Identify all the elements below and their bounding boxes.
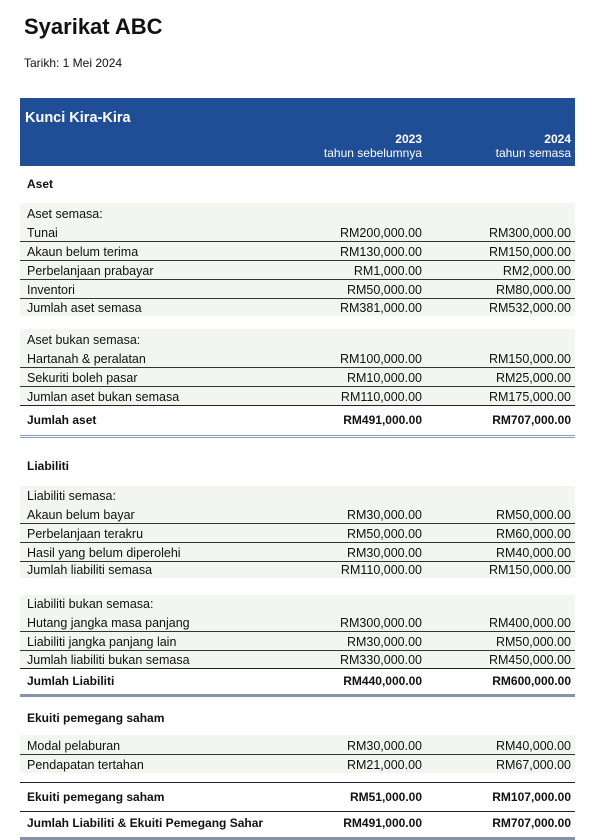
value-2024: RM150,000.00: [488, 563, 571, 577]
row-label: Perbelanjaan prabayar: [27, 264, 154, 278]
row-label: Inventori: [27, 283, 75, 297]
value-2023: RM491,000.00: [343, 413, 422, 427]
equity-row: [20, 754, 575, 773]
subtotal-row: [20, 561, 575, 578]
value-2024: RM450,000.00: [488, 653, 571, 667]
column-header-2024: [496, 132, 571, 160]
year-label: 2023: [395, 132, 422, 146]
value-2024: RM50,000.00: [495, 635, 571, 649]
row-label: Pendapatan tertahan: [27, 758, 144, 772]
liability-row: [20, 612, 575, 631]
value-2024: RM400,000.00: [488, 616, 571, 630]
row-label: Jumlah Liabiliti: [27, 674, 115, 688]
row-label: Liabiliti jangka panjang lain: [27, 635, 177, 649]
value-2023: RM51,000.00: [349, 790, 422, 804]
row-label: Akaun belum bayar: [27, 508, 135, 522]
value-2024: RM2,000.00: [502, 264, 571, 278]
row-label: Jumlah aset: [27, 413, 97, 427]
asset-row: [20, 367, 575, 386]
value-2024: RM67,000.00: [495, 758, 571, 772]
row-label: Sekuriti boleh pasar: [27, 371, 138, 385]
value-2024: RM80,000.00: [495, 283, 571, 297]
balance-sheet-header: [20, 98, 575, 166]
asset-row: [20, 241, 575, 260]
value-2023: RM491,000.00: [343, 816, 422, 830]
value-2024: RM40,000.00: [495, 739, 571, 753]
value-2023: RM130,000.00: [339, 245, 422, 259]
value-2023: RM330,000.00: [339, 653, 422, 667]
liability-row: [20, 504, 575, 523]
column-header-2023: [324, 132, 422, 160]
row-label: Akaun belum terima: [27, 245, 139, 259]
subsection-label: Aset bukan semasa:: [27, 333, 141, 347]
value-2024: RM150,000.00: [488, 245, 571, 259]
value-2023: RM110,000.00: [340, 390, 422, 404]
row-label: Jumlah liabiliti bukan semasa: [27, 653, 190, 667]
subsection-heading: [20, 486, 575, 504]
row-label: Hartanah & peralatan: [27, 352, 146, 366]
value-2023: RM200,000.00: [339, 226, 422, 240]
section-heading-aset: [20, 166, 575, 196]
value-2024: RM40,000.00: [495, 546, 571, 560]
value-2023: RM30,000.00: [346, 739, 422, 753]
value-2024: RM50,000.00: [495, 508, 571, 522]
row-label: Jumlah aset semasa: [27, 301, 142, 315]
liability-row: [20, 542, 575, 561]
value-2024: RM150,000.00: [488, 352, 571, 366]
value-2023: RM30,000.00: [346, 635, 422, 649]
row-label: Modal pelaburan: [27, 739, 121, 753]
total-row-aset: [20, 405, 575, 438]
value-2024: RM707,000.00: [492, 413, 571, 427]
value-2024: RM25,000.00: [495, 371, 571, 385]
row-label: Jumlah liabiliti semasa: [27, 563, 153, 577]
row-label: Jumlah Liabiliti & Ekuiti Pemegang Sahar: [27, 816, 264, 830]
asset-row: [20, 222, 575, 241]
value-2023: RM110,000.00: [340, 563, 422, 577]
value-2023: RM440,000.00: [343, 674, 422, 688]
liability-row: [20, 523, 575, 542]
year-label: 2024: [544, 132, 571, 146]
value-2024: RM300,000.00: [488, 226, 571, 240]
company-name: Syarikat ABC: [24, 14, 163, 39]
section-heading-liabiliti: [20, 438, 575, 478]
subsection-label: Liabiliti bukan semasa:: [27, 597, 154, 611]
section-heading-label: Aset: [27, 177, 54, 191]
value-2023: RM1,000.00: [353, 264, 422, 278]
subsection-heading: [20, 203, 575, 222]
section-heading-ekuiti: [20, 697, 575, 732]
row-label: Hasil yang belum diperolehi: [27, 546, 181, 560]
grand-total-row: [20, 811, 575, 840]
value-2023: RM30,000.00: [346, 546, 422, 560]
value-2024: RM600,000.00: [492, 674, 571, 688]
value-2024: RM532,000.00: [488, 301, 571, 315]
value-2023: RM50,000.00: [346, 283, 422, 297]
asset-row: [20, 279, 575, 298]
value-2023: RM10,000.00: [346, 371, 422, 385]
subtotal-row: [20, 298, 575, 316]
row-label: Jumlan aset bukan semasa: [27, 390, 180, 404]
equity-row: [20, 735, 575, 754]
year-subtitle: tahun sebelumnya: [323, 146, 422, 160]
value-2023: RM30,000.00: [346, 508, 422, 522]
subtotal-row: [20, 386, 575, 405]
subtotal-row: [20, 650, 575, 668]
section-heading-label: Liabiliti: [27, 459, 69, 473]
value-2024: RM107,000.00: [492, 790, 571, 804]
balance-sheet: [20, 98, 575, 840]
asset-row: [20, 260, 575, 279]
sheet-title: Kunci Kira-Kira: [25, 110, 131, 126]
subsection-heading: [20, 595, 575, 612]
value-2024: RM707,000.00: [492, 816, 571, 830]
section-heading-label: Ekuiti pemegang saham: [27, 711, 165, 725]
report-date: Tarikh: 1 Mei 2024: [24, 56, 123, 70]
subsection-label: Aset semasa:: [27, 207, 103, 221]
value-2023: RM381,000.00: [339, 301, 422, 315]
year-subtitle: tahun semasa: [495, 146, 571, 160]
value-2023: RM21,000.00: [346, 758, 422, 772]
liability-row: [20, 631, 575, 650]
value-2023: RM50,000.00: [346, 527, 422, 541]
row-label: Hutang jangka masa panjang: [27, 616, 190, 630]
subsection-heading: [20, 329, 575, 348]
row-label: Tunai: [27, 226, 58, 240]
total-row-liabiliti: [20, 668, 575, 697]
row-label: Perbelanjaan terakru: [27, 527, 144, 541]
value-2024: RM60,000.00: [495, 527, 571, 541]
value-2023: RM100,000.00: [339, 352, 422, 366]
row-label: Ekuiti pemegang saham: [27, 790, 165, 804]
total-row-ekuiti: [20, 782, 575, 811]
asset-row: [20, 348, 575, 367]
value-2023: RM300,000.00: [339, 616, 422, 630]
value-2024: RM175,000.00: [488, 390, 571, 404]
subsection-label: Liabiliti semasa:: [27, 489, 116, 503]
